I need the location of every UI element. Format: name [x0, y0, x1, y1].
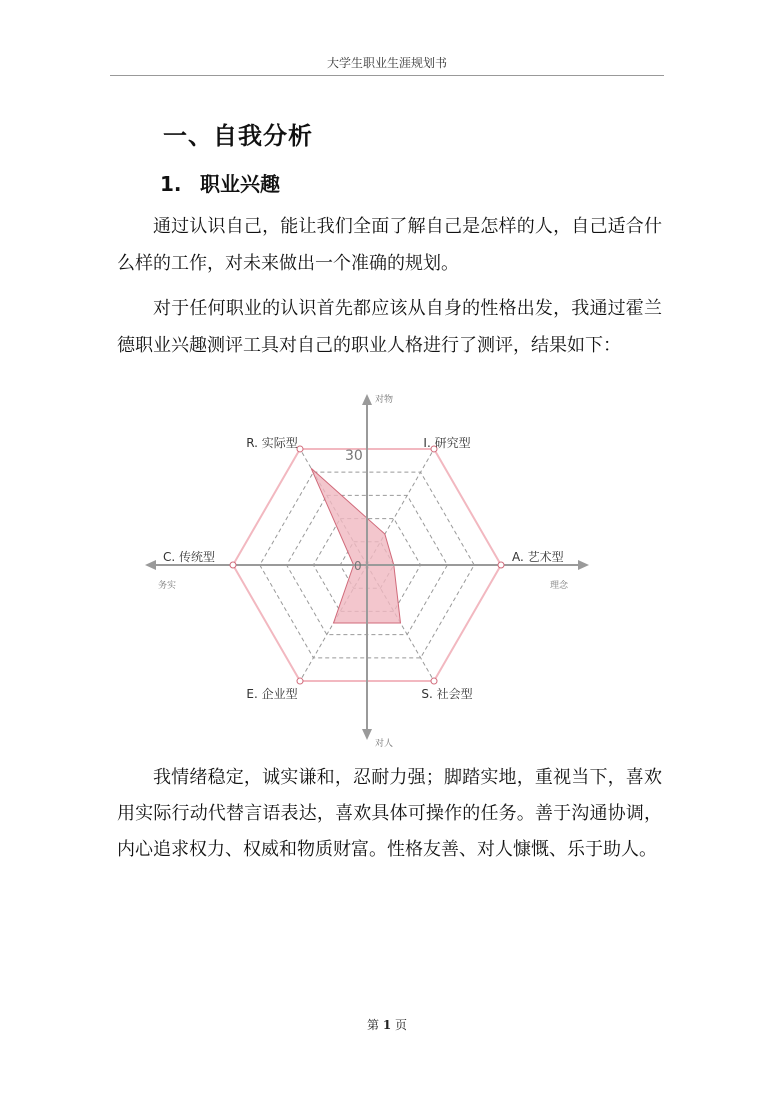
subsection-title: 职业兴趣: [200, 172, 280, 196]
subsection-heading: [160, 168, 280, 197]
category-label-4: S. 社会型: [421, 687, 473, 701]
vertex-marker-3: [498, 562, 504, 568]
running-header: 大学生职业生涯规划书: [326, 56, 447, 70]
footer-prefix: 第: [366, 1018, 379, 1032]
vertex-marker-5: [297, 678, 303, 684]
category-label-3: A. 艺术型: [512, 550, 564, 564]
paragraph-conclusion: 我情绪稳定，诚实谦和，忍耐力强；脚踏实地，重视当下，喜欢用实际行动代替言语表达，喜欢具体可操作的任务。善于沟通协调，内心追求权力、权威和物质财富。性格友善、对人慷慨、乐于助人。: [117, 767, 662, 860]
paragraph-method: 对于任何职业的认识首先都应该从自身的性格出发，我通过霍兰德职业兴趣测评工具对自己的职业人格进行了测评，结果如下：: [117, 298, 662, 356]
category-label-1: R. 实际型: [246, 436, 298, 450]
subsection-number: 1.: [160, 172, 182, 196]
arrow-right-icon: [578, 560, 589, 570]
axis-label-right: 理念: [550, 581, 569, 591]
axis-label-top: 对物: [375, 395, 394, 405]
section-heading: 一、自我分析: [163, 122, 313, 150]
page-number: 1: [382, 1018, 392, 1032]
arrow-up-icon: [362, 394, 372, 405]
page-footer: [0, 1016, 774, 1033]
vertex-marker-6: [230, 562, 236, 568]
arrow-down-icon: [362, 729, 372, 740]
category-label-2: I. 研究型: [423, 436, 471, 450]
arrow-left-icon: [145, 560, 156, 570]
vertex-marker-4: [431, 678, 437, 684]
category-label-5: E. 企业型: [246, 687, 298, 701]
paragraph-intro: 通过认识自己，能让我们全面了解自己是怎样的人，自己适合什么样的工作，对未来做出一个准确的规划。: [117, 216, 662, 274]
axis-label-bottom: 对人: [375, 739, 394, 749]
header-rule: [110, 75, 664, 76]
holland-radar-chart: [130, 385, 610, 755]
footer-suffix: 页: [395, 1018, 408, 1032]
axis-label-left: 务实: [158, 581, 177, 591]
scale-min-label: 0: [354, 559, 362, 573]
category-label-6: C. 传统型: [162, 550, 215, 564]
scale-max-label: 30: [345, 448, 363, 464]
vertex-marker-1: [297, 446, 303, 452]
